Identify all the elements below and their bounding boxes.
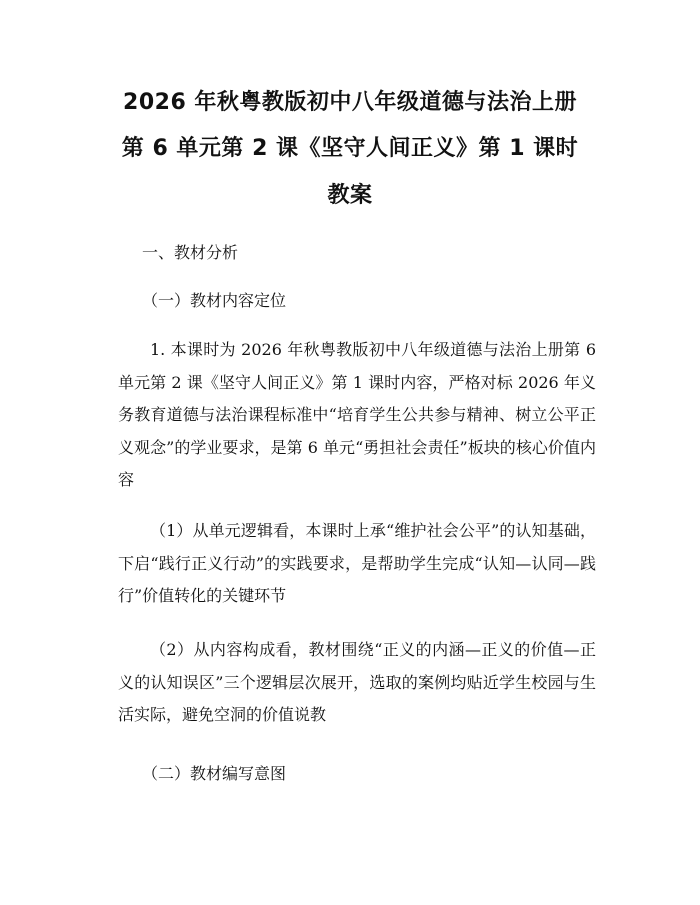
subsection-heading-writing-intent: （二）教材编写意图 — [142, 764, 287, 783]
paragraph-content-structure: （2）从内容构成看，教材围绕“正义的内涵—正义的价值—正义的认知误区”三个逻辑层次展开，选取的案例均贴近学生校园与生活实际，避免空洞的价值说教 — [118, 640, 596, 724]
paragraph-lesson-overview: 1. 本课时为 2026 年秋粤教版初中八年级道德与法治上册第 6 单元第 2 课《坚守人间正义》第 1 课时内容，严格对标 2026 年义务教育道德与法治课程标准中“培育学生公共参与精神、树立公平正义观念”的学业要求，是第 6 单元“勇担社会责任”板块的核心价值内容 — [118, 340, 596, 489]
title-line-1: 2026 年秋粤教版初中八年级道德与法治上册 — [123, 90, 577, 115]
title-line-3: 教案 — [327, 183, 373, 208]
section-heading-material-analysis: 一、教材分析 — [142, 243, 239, 262]
paragraph-unit-logic: （1）从单元逻辑看，本课时上承“维护社会公平”的认知基础，下启“践行正义行动”的实践要求，是帮助学生完成“认知—认同—践行”价值转化的关键环节 — [118, 521, 596, 605]
title-line-2: 第 6 单元第 2 课《坚守人间正义》第 1 课时 — [121, 136, 579, 161]
subsection-heading-content-positioning: （一）教材内容定位 — [142, 291, 287, 310]
